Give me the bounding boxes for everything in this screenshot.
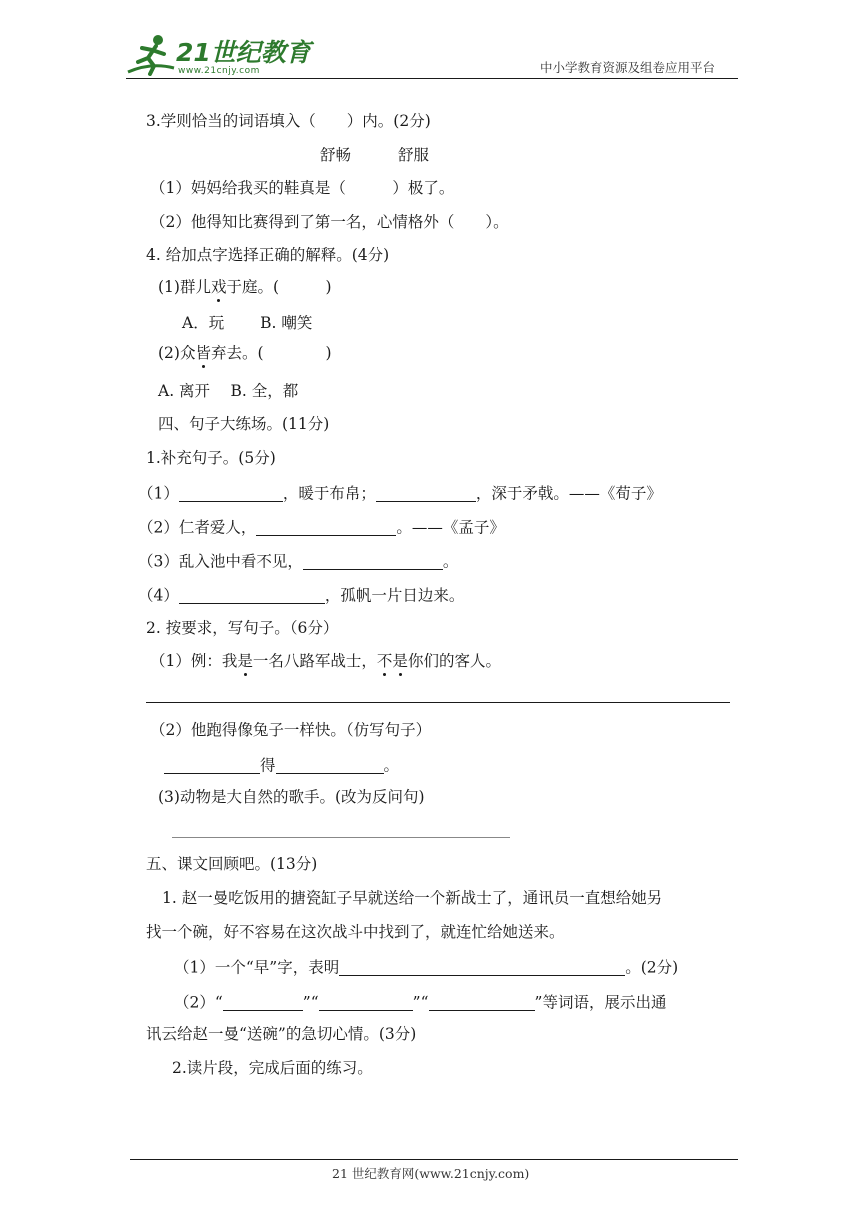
fill-4-end: ，孤帆一片日边来。 — [324, 586, 465, 605]
answer-line-2[interactable] — [172, 837, 510, 838]
section4-title: 四、句子大练场。(11分) — [158, 415, 330, 433]
section5-title: 五、课文回顾吧。(13分) — [146, 855, 318, 873]
s5-q1-blank[interactable] — [339, 959, 625, 976]
s5-q2 — [174, 994, 666, 1011]
fill-blank-4[interactable] — [179, 587, 325, 604]
fill-1-prefix: （1） — [138, 484, 179, 503]
q4-item-2-options: A. 离开 B. 全，都 — [158, 382, 299, 400]
section4-sub2: 2. 按要求，写句子。（6分） — [146, 619, 339, 637]
ex-a: （1）例：我 — [150, 652, 238, 670]
logo-text: 21世纪教育 — [176, 38, 311, 67]
ex-dot-1: 是 — [237, 652, 253, 670]
ex2-mid: 得 — [260, 756, 276, 775]
s5-q2-blank-2[interactable] — [319, 994, 413, 1011]
section4-sub1: 1.补充句子。(5分) — [146, 449, 276, 467]
ex2-end: 。 — [383, 756, 400, 775]
footer-text: 21 世纪教育网(www.21cnjy.com) — [332, 1166, 530, 1181]
s5-q1-a: （1）一个“早”字，表明 — [174, 958, 340, 977]
q4-title: 4. 给加点字选择正确的解释。(4分) — [146, 246, 390, 264]
fill-1-mid: ，暖于布帛； — [282, 484, 376, 503]
fill-3-prefix: （3）乱入池中看不见， — [138, 552, 303, 571]
s5-q2-line-2: 讯云给赵一曼“送碗”的急切心情。(3分) — [146, 1025, 417, 1043]
ex-dot-2: 不 — [376, 652, 393, 670]
example-3: (3)动物是大自然的歌手。(改为反问句) — [158, 788, 425, 806]
s5-q2-b: ”“ — [302, 993, 319, 1012]
runner-logo-icon — [126, 32, 176, 76]
answer-line-1[interactable] — [146, 702, 730, 703]
q4-item-2-post: 弃去。( ) — [210, 344, 332, 362]
footer-rule — [130, 1159, 738, 1160]
ex-b: 一名八路军战士， — [252, 652, 377, 670]
q4-item-1-post: 于庭。( ) — [226, 278, 332, 296]
q3-title: 3.学则恰当的词语填入（ ）内。(2分) — [146, 112, 431, 130]
example-2: （2）他跑得像兔子一样快。（仿写句子） — [150, 721, 432, 739]
fill-2-end: 。——《孟子》 — [396, 518, 505, 537]
passage-line-2: 找一个碗，好不容易在这次战斗中找到了，就连忙给她送来。 — [146, 923, 565, 941]
header-right-text: 中小学教育资源及组卷应用平台 — [540, 60, 716, 75]
ex-c: 你们的客人。 — [407, 652, 501, 670]
fill-line-4 — [138, 587, 464, 604]
q3-word-2: 舒服 — [398, 146, 430, 164]
ex-dot-3: 是 — [392, 652, 408, 670]
q4-item-1-options: A．玩 B. 嘲笑 — [182, 314, 313, 332]
q4-item-1-pre: (1)群儿 — [158, 278, 211, 296]
ex2-blank-2[interactable] — [276, 757, 384, 774]
s5-q2-blank-1[interactable] — [223, 994, 303, 1011]
example-2-fill — [164, 757, 399, 774]
fill-blank-1b[interactable] — [376, 485, 476, 502]
q3-word-1: 舒畅 — [320, 146, 352, 164]
q4-item-2 — [158, 346, 332, 362]
s5-read-instruction: 2.读片段，完成后面的练习。 — [172, 1059, 373, 1077]
fill-blank-1a[interactable] — [179, 485, 283, 502]
header-rule — [126, 78, 738, 79]
passage-line-1: 1. 赵一曼吃饭用的搪瓷缸子早就送给一个新战士了，通讯员一直想给她另 — [162, 889, 663, 907]
s5-q2-blank-3[interactable] — [429, 994, 535, 1011]
q4-item-1-dotted-char: 戏 — [210, 278, 227, 296]
s5-q1 — [174, 959, 678, 976]
fill-1-end: ，深于矛戟。——《荀子》 — [475, 484, 662, 503]
s5-q2-c: ”“ — [412, 993, 429, 1012]
ex2-blank-1[interactable] — [164, 757, 260, 774]
q4-item-2-pre: (2)众 — [158, 344, 196, 362]
fill-4-prefix: （4） — [138, 586, 179, 605]
fill-3-end: 。 — [442, 552, 459, 571]
example-sentence — [150, 654, 501, 670]
fill-line-2 — [138, 519, 505, 536]
s5-q2-a: （2）“ — [174, 993, 223, 1012]
fill-blank-3[interactable] — [303, 553, 443, 570]
fill-line-3 — [138, 553, 458, 570]
fill-2-prefix: （2）仁者爱人， — [138, 518, 257, 537]
q3-item-2: （2）他得知比赛得到了第一名，心情格外（ ）。 — [150, 213, 509, 231]
q3-item-1: （1）妈妈给我买的鞋真是（ ）极了。 — [150, 179, 455, 197]
q4-item-2-dotted-char: 皆 — [195, 344, 211, 362]
q4-item-1 — [158, 280, 332, 296]
s5-q1-b: 。(2分) — [625, 958, 679, 977]
s5-q2-d: ”等词语，展示出通 — [534, 993, 667, 1012]
fill-line-1 — [138, 485, 662, 502]
logo-url: www.21cnjy.com — [178, 66, 260, 76]
fill-blank-2[interactable] — [256, 519, 396, 536]
